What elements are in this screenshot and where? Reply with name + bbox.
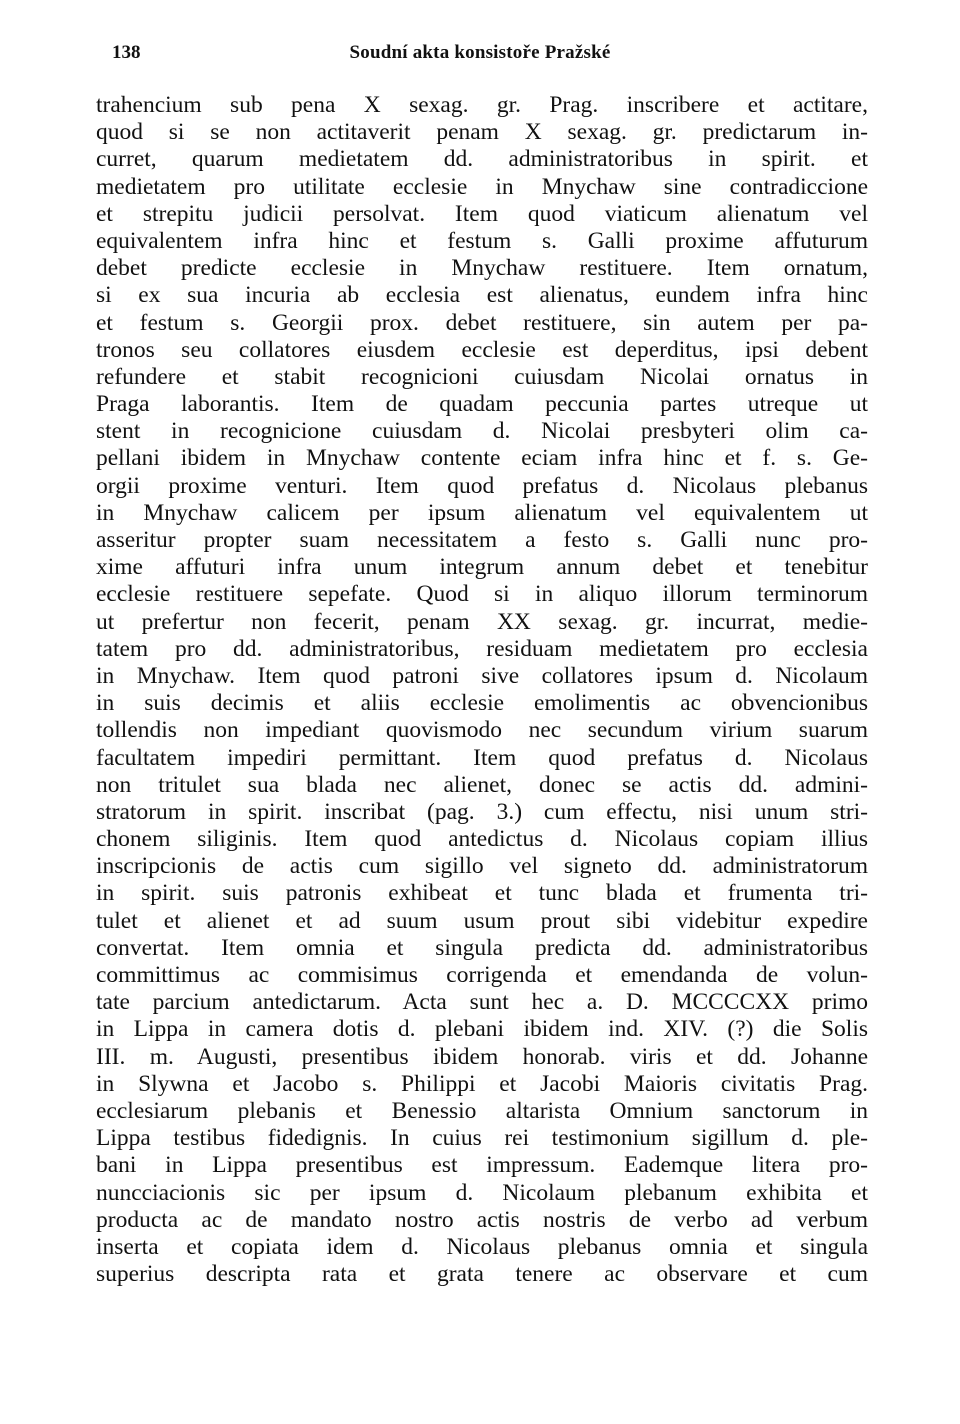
page-header xyxy=(94,40,866,70)
page-number: 138 xyxy=(112,42,141,63)
text-line: facultatem impediri permittant. Item quod prefatus d. Nicolaus xyxy=(96,744,868,771)
text-line: inserta et copiata idem d. Nicolaus plebanus omnia et singula xyxy=(96,1233,868,1260)
text-line: curret, quarum medietatem dd. administratoribus in spirit. et xyxy=(96,146,868,173)
text-line: committimus ac commisimus corrigenda et emendanda de volun- xyxy=(96,962,868,988)
text-line: nuncciacionis sic per ipsum d. Nicolaum plebanum exhibita et xyxy=(96,1179,868,1206)
text-line: in Lippa in camera dotis d. plebani ibidem ind. XIV. (?) die Solis xyxy=(96,1016,868,1043)
text-line: tate parcium antedictarum. Acta sunt hec a. D. MCCCCXX primo xyxy=(96,989,868,1016)
text-line: tulet et alienet et ad suum usum prout sibi videbitur expedire xyxy=(96,907,868,934)
text-line: inscripcionis de actis cum sigillo vel signeto dd. administratorum xyxy=(96,853,868,880)
text-line: in Mnychaw calicem per ipsum alienatum vel equivalentem ut xyxy=(96,499,868,526)
text-line: Lippa testibus fidedignis. In cuius rei testimonium sigillum d. ple- xyxy=(96,1125,868,1152)
text-line: tatem pro dd. administratoribus, residuam medietatem pro ecclesia xyxy=(96,635,868,662)
text-line: in Mnychaw. Item quod patroni sive collatores ipsum d. Nicolaum xyxy=(96,662,868,689)
text-line: in spirit. suis patronis exhibeat et tunc blada et frumenta tri- xyxy=(96,880,868,907)
text-line: pellani ibidem in Mnychaw contente eciam infra hinc et f. s. Ge- xyxy=(96,445,868,472)
text-line: superius descripta rata et grata tenere ac observare et cum xyxy=(96,1261,868,1288)
text-line: et festum s. Georgii prox. debet restituere, sin autem per pa- xyxy=(96,309,868,336)
text-line: ecclesie restituere sepefate. Quod si in aliquo illorum terminorum xyxy=(96,581,868,608)
text-line: orgii proxime venturi. Item quod prefatus d. Nicolaus plebanus xyxy=(96,472,868,499)
text-line: trahencium sub pena X sexag. gr. Prag. inscribere et actitare, xyxy=(96,92,868,118)
text-line: equivalentem infra hinc et festum s. Galli proxime affuturum xyxy=(96,227,868,254)
text-line: xime affuturi infra unum integrum annum debet et tenebitur xyxy=(96,554,868,581)
text-line: tollendis non impediant quovismodo nec secundum virium suarum xyxy=(96,717,868,744)
text-line: non tritulet sua blada nec alienet, donec se actis dd. admini- xyxy=(96,771,868,798)
text-line: stent in recognicione cuiusdam d. Nicolai presbyteri olim ca- xyxy=(96,418,868,445)
text-line: bani in Lippa presentibus est impressum. Eademque litera pro- xyxy=(96,1152,868,1179)
text-line: tronos seu collatores eiusdem ecclesie est deperditus, ipsi debent xyxy=(96,336,868,363)
text-line: producta ac de mandato nostro actis nostris de verbo ad verbum xyxy=(96,1206,868,1233)
text-line: debet predicte ecclesie in Mnychaw restituere. Item ornatum, xyxy=(96,255,868,282)
text-line: chonem siliginis. Item quod antedictus d. Nicolaus copiam illius xyxy=(96,826,868,853)
running-head: Soudní akta konsistoře Pražské xyxy=(349,42,611,63)
text-line: stratorum in spirit. inscribat (pag. 3.) cum effectu, nisi unum stri- xyxy=(96,798,868,825)
text-line: Praga laborantis. Item de quadam peccunia partes utreque ut xyxy=(96,391,868,418)
text-line: convertat. Item omnia et singula predicta dd. administratoribus xyxy=(96,934,868,961)
text-line: refundere et stabit recognicioni cuiusdam Nicolai ornatus in xyxy=(96,363,868,390)
text-line: si ex sua incuria ab ecclesia est alienatus, eundem infra hinc xyxy=(96,282,868,309)
body-text xyxy=(96,92,868,1288)
text-line: ecclesiarum plebanis et Benessio altarista Omnium sanctorum in xyxy=(96,1097,868,1124)
text-line: ut prefertur non fecerit, penam XX sexag. gr. incurrat, medie- xyxy=(96,608,868,635)
text-line: in suis decimis et aliis ecclesie emolimentis ac obvencionibus xyxy=(96,690,868,717)
text-line: et strepitu judicii persolvat. Item quod viaticum alienatum vel xyxy=(96,200,868,227)
text-line: III. m. Augusti, presentibus ibidem honorab. viris et dd. Johanne xyxy=(96,1043,868,1070)
text-line: asseritur propter suam necessitatem a festo s. Galli nunc pro- xyxy=(96,527,868,553)
text-line: medietatem pro utilitate ecclesie in Mnychaw sine contradiccione xyxy=(96,173,868,200)
text-line: quod si se non actitaverit penam X sexag. gr. predictarum in- xyxy=(96,119,868,146)
text-line: in Slywna et Jacobo s. Philippi et Jacobi Maioris civitatis Prag. xyxy=(96,1070,868,1097)
